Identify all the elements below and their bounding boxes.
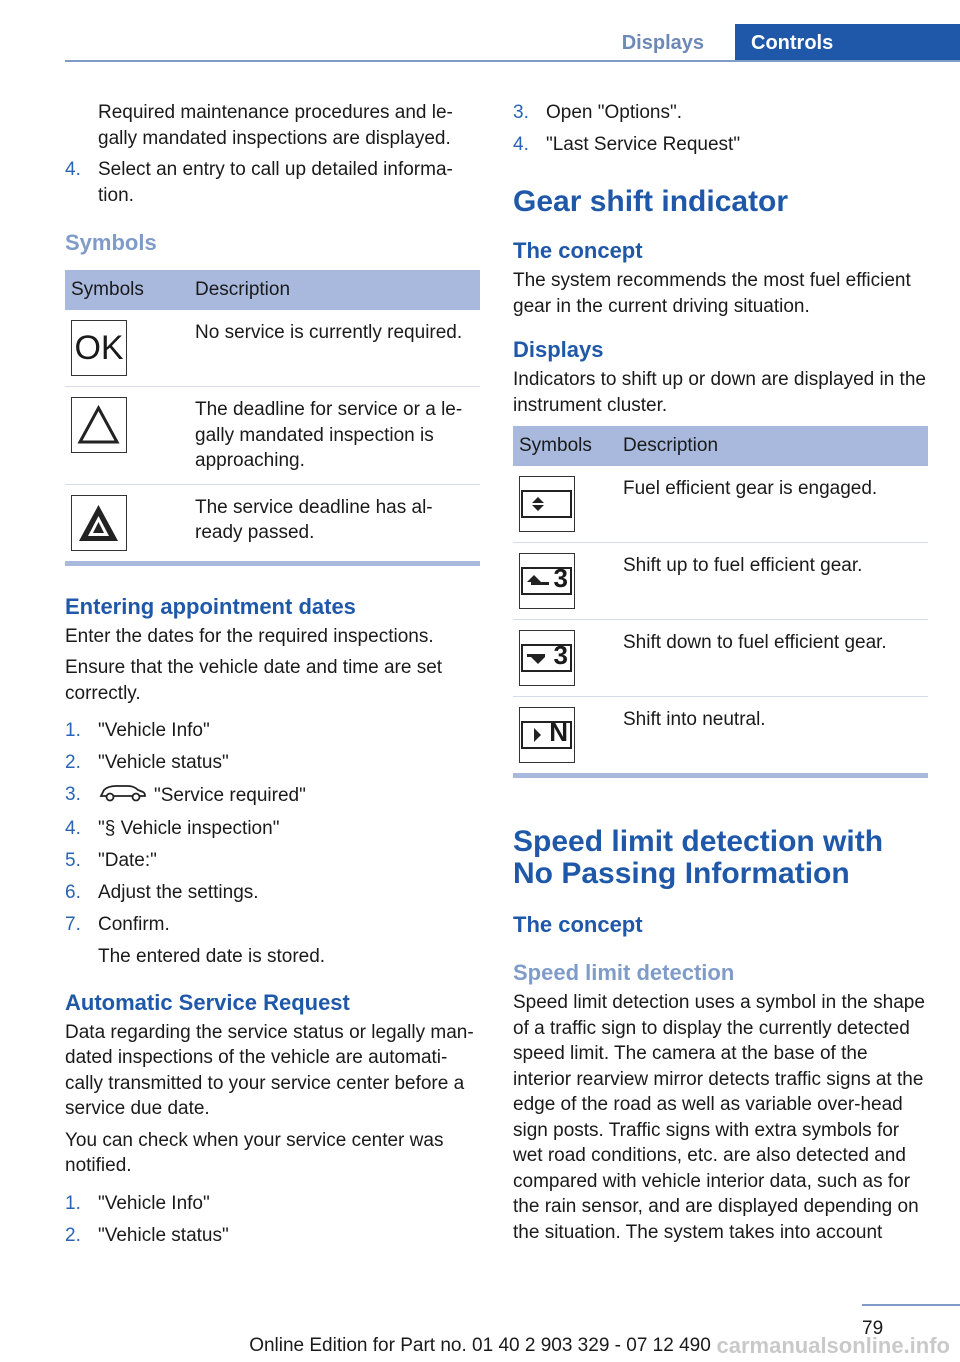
table-header-symbols: Symbols (513, 426, 617, 466)
list-item: 3. Open "Options". (513, 102, 683, 123)
appointment-text-2: Ensure that the vehicle date and time are set correctly. (65, 657, 443, 704)
table-cell-description: The service deadline has al-ready passed. (195, 496, 433, 543)
asr-text-2: You can check when your service center was notified. (65, 1129, 444, 1176)
displays-text: Indicators to shift up or down are displayed in the instrument cluster. (513, 369, 926, 416)
neutral-icon: N (519, 707, 575, 763)
list-item: 1. "Vehicle Info" (65, 720, 210, 741)
table-row (513, 543, 928, 620)
table-row (513, 466, 928, 543)
table-header-symbols: Symbols (65, 270, 189, 310)
list-item: 6. Adjust the settings. (65, 882, 259, 903)
table-row (65, 387, 480, 485)
table-row (513, 697, 928, 774)
table-header-description: Description (617, 426, 928, 466)
displays-heading: Displays (513, 337, 604, 362)
intro-text: Required maintenance procedures and le-gally mandated inspections are displayed. (98, 102, 453, 149)
shift-up-icon: 3 (519, 553, 575, 609)
concept-text: The system recommends the most fuel efficient gear in the current driving situation. (513, 270, 911, 317)
list-item: 2. "Vehicle status" (65, 1224, 229, 1246)
speed-concept-heading: The concept (513, 912, 643, 937)
header-rule (65, 60, 960, 62)
table-header-row (513, 426, 928, 466)
table-row (65, 310, 480, 387)
edition-text: Online Edition for Part no. 01 40 2 903 329 - 07 12 490 (249, 1335, 711, 1356)
header-chapter-label: Controls (735, 24, 960, 62)
table-row (65, 484, 480, 561)
table-cell-description: Shift into neutral. (623, 709, 766, 730)
speed-limit-heading: Speed limit detection with No Passing Information (513, 825, 884, 890)
table-header-description: Description (189, 270, 480, 310)
service-symbols-table (65, 270, 480, 561)
warning-triangle-outline-icon (71, 397, 127, 453)
list-item: 3. "Service required" (65, 782, 480, 810)
list-item: 2. "Vehicle status" (65, 752, 229, 773)
table-row (513, 620, 928, 697)
table-cell-description: Shift up to fuel efficient gear. (617, 543, 928, 620)
appointment-steps (65, 718, 480, 969)
page-header (0, 0, 960, 62)
list-item: 5. "Date:" (65, 850, 157, 871)
list-item: 4. Select an entry to call up detailed informa-tion. (65, 159, 453, 206)
footer-rule (862, 1304, 960, 1306)
asr-text-1: Data regarding the service status or legally man-dated inspections of the vehicle are automati-cally transmitted to your service center before a service due date. (65, 1021, 474, 1119)
appointment-text-1: Enter the dates for the required inspections. (65, 625, 434, 647)
gear-symbols-table (513, 426, 928, 773)
asr-heading: Automatic Service Request (65, 989, 350, 1015)
watermark: carmanualsonline.info (716, 1333, 950, 1358)
speed-detection-heading: Speed limit detection (513, 960, 735, 985)
ok-icon: OK (71, 320, 127, 376)
right-column (513, 100, 928, 1251)
table-cell-description: Fuel efficient gear is engaged. (617, 466, 928, 543)
concept-heading: The concept (513, 238, 643, 263)
shift-down-icon: 3 (519, 630, 575, 686)
table-header-row (65, 270, 480, 310)
list-item: 7. Confirm. The entered date is stored. (65, 912, 480, 969)
warning-triangle-filled-icon (71, 495, 127, 551)
speed-detection-text: Speed limit detection uses a symbol in the shape of a traffic sign to display the currently detected speed limit. The camera at the base of the interior rearview mirror detects traffic signs at the edge of the road as well as variable over-head sign posts. Traffic signs with extra symbols for wet road conditions, etc. are also detected and compared with vehicle interior data, such as for the rain sensor, and are displayed depending on the situation. The system takes into account (513, 992, 925, 1243)
asr-steps (65, 1191, 480, 1249)
list-item: 4. "Last Service Request" (513, 134, 741, 155)
symbols-heading: Symbols (65, 230, 157, 255)
page-number: 79 (862, 1318, 884, 1339)
list-item: 1. "Vehicle Info" (65, 1192, 210, 1214)
options-steps (513, 100, 928, 158)
appointment-heading: Entering appointment dates (65, 593, 356, 619)
left-column (65, 100, 480, 1255)
gear-engaged-icon (519, 476, 575, 532)
step-result-text: The entered date is stored. (98, 945, 326, 967)
table-cell-description: No service is currently required. (189, 310, 480, 387)
header-section-label: Displays (621, 32, 704, 54)
table-cell-description: The deadline for service or a le-gally mandated inspection is approaching. (189, 387, 480, 485)
gear-shift-heading: Gear shift indicator (513, 185, 789, 218)
intro-steps (65, 157, 480, 208)
list-item: 4. "§ Vehicle inspection" (65, 818, 280, 839)
car-icon (98, 782, 146, 810)
table-cell-description: Shift down to fuel efficient gear. (617, 620, 928, 697)
